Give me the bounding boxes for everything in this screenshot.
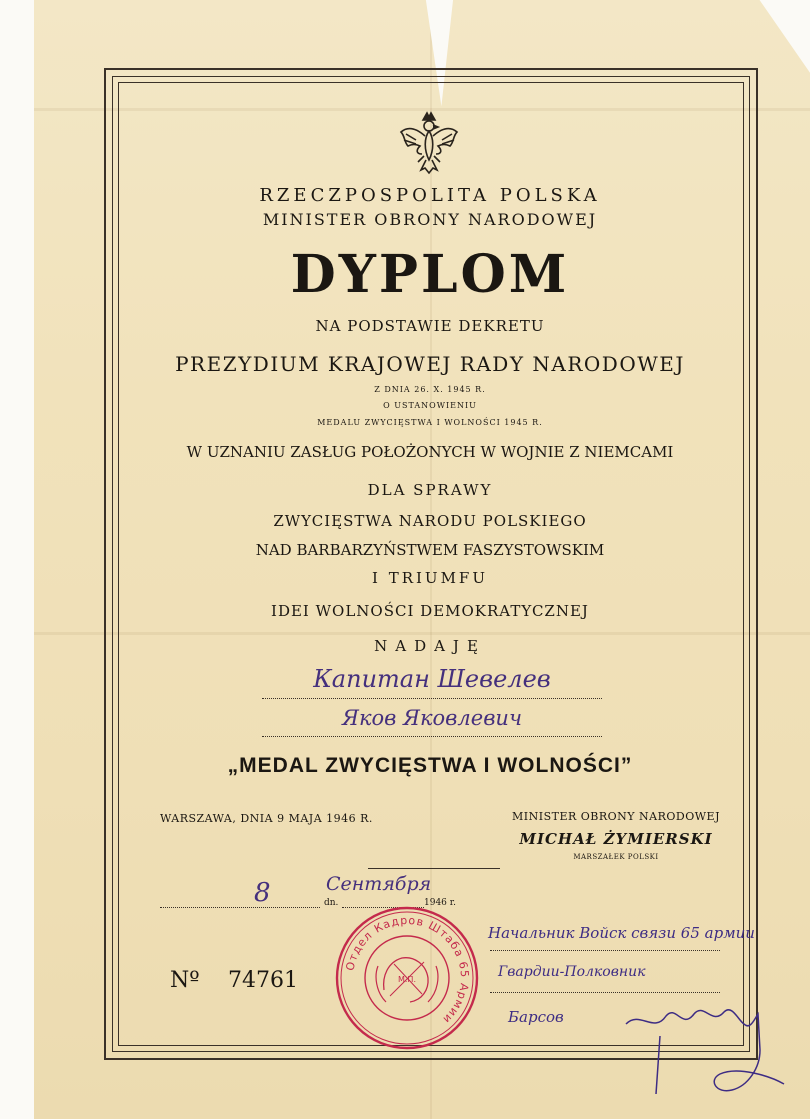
signatory-rank: MARSZAŁEK POLSKI <box>573 853 659 861</box>
merits-line: W UZNANIU ZASŁUG POŁOŻONYCH W WOJNIE Z NIEMCAMI <box>186 443 674 461</box>
issue-dotted-line <box>160 907 320 908</box>
stamp-center-text: М.П. <box>397 975 417 984</box>
stamp-ring-text: Отдел Кадров Штаба 65 Армии <box>343 913 472 1027</box>
issue-dn-label: dn. <box>324 898 339 908</box>
recipient-dotted-line <box>262 736 602 737</box>
place-date: WARSZAWA, DNIA 9 MAJA 1946 R. <box>160 812 373 825</box>
republic-heading: RZECZPOSPOLITA POLSKA <box>259 185 601 206</box>
medal-name: „MEDAL ZWYCIĘSTWA I WOLNOŚCI” <box>227 754 633 777</box>
merits-line: I TRIUMFU <box>372 569 488 587</box>
signatory-name: MICHAŁ ŻYMIERSKI <box>519 830 713 848</box>
recipient-rank-surname: Капитан Шевелев <box>313 665 551 693</box>
recipient-first-patronymic: Яков Яковлевич <box>341 706 523 730</box>
decree-about: O USTANOWIENIU <box>383 401 477 410</box>
decree-basis: NA PODSTAWIE DEKRETU <box>315 317 545 335</box>
decree-medal-ref: MEDALU ZWYCIĘSTWA I WOLNOŚCI 1945 R. <box>317 418 543 427</box>
handwritten-signature <box>620 990 800 1100</box>
merits-line: NAD BARBARZYŃSTWEM FASZYSTOWSKIM <box>255 541 605 559</box>
document-title: DYPLOM <box>290 244 570 305</box>
merits-line: ZWYCIĘSTWA NARODU POLSKIEGO <box>273 512 587 530</box>
diploma-number: 74761 <box>228 968 298 993</box>
chief-rank: Гвардии-Полковник <box>498 964 646 980</box>
merits-line: IDEI WOLNOŚCI DEMOKRATYCZNEJ <box>271 602 589 620</box>
chief-surname: Барсов <box>508 1008 564 1026</box>
chief-dotted-line <box>490 950 720 951</box>
issue-day: 8 <box>254 878 271 908</box>
number-symbol: Nº <box>170 968 200 993</box>
recipient-dotted-line <box>262 698 602 699</box>
signatory-title: MINISTER OBRONY NARODOWEJ <box>512 810 720 823</box>
official-stamp <box>332 904 482 1052</box>
issue-signature-line <box>368 868 500 869</box>
decree-date: Z DNIA 26. X. 1945 R. <box>374 385 486 394</box>
issue-month: Сентября <box>326 873 432 895</box>
grants-heading: NADAJĘ <box>374 637 486 655</box>
merits-line: DLA SPRAWY <box>367 481 493 499</box>
ministry-heading: MINISTER OBRONY NARODOWEJ <box>262 210 598 229</box>
decree-presidium: PREZYDIUM KRAJOWEJ RADY NARODOWEJ <box>175 352 685 376</box>
polish-eagle-emblem <box>398 110 460 176</box>
chief-title: Начальник Войск связи 65 армии <box>488 924 755 942</box>
issue-year: 1946 r. <box>424 898 456 908</box>
